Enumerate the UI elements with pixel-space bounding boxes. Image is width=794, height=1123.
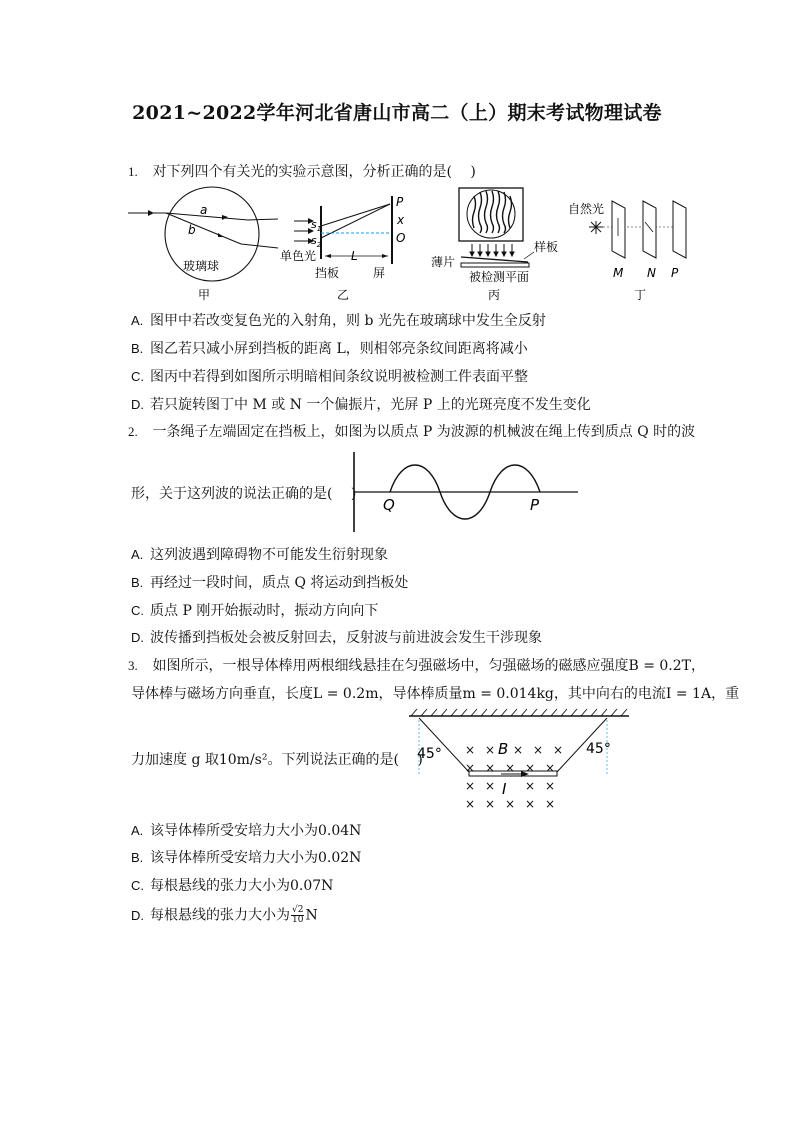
figure-yi — [280, 195, 405, 302]
option-text: 质点 P 刚开始振动时，振动方向向下 — [150, 603, 379, 619]
svg-text:×: × — [513, 743, 524, 757]
svg-text:×: × — [505, 761, 516, 775]
option-text: 图丙中若得到如图所示明暗相间条纹说明被检测工件表面平整 — [150, 369, 528, 385]
ding-light-label: 自然光 — [568, 202, 605, 216]
fraction-denominator: 10 — [292, 915, 304, 925]
fraction-numerator: √2 — [292, 905, 304, 915]
yi-L-label: L — [351, 249, 358, 263]
option-text: 这列波遇到障碍物不可能发生衍射现象 — [150, 547, 388, 563]
option-text: 若只旋转图丁中 M 或 N 一个偏振片，光屏 P 上的光斑亮度不发生变化 — [150, 397, 591, 413]
question-3-stem-line-1 — [128, 657, 705, 675]
question-text: 对下列四个有关光的实验示意图，分析正确的是( ) — [152, 164, 476, 180]
question-1-option-a — [131, 312, 546, 330]
yi-barrier-label: 挡板 — [315, 266, 340, 280]
wave-P-label: P — [530, 496, 540, 514]
bing-surface-label: 被检测平面 — [469, 270, 530, 284]
jia-ray-b-label: b — [188, 223, 196, 237]
option-letter: D. — [131, 907, 144, 923]
angle-left-label: 45° — [417, 746, 442, 762]
svg-text:×: × — [485, 797, 496, 811]
question-3-magnetic-figure — [405, 708, 635, 816]
option-letter: B. — [131, 341, 144, 356]
option-text: 该导体棒所受安培力大小为0.02N — [150, 850, 362, 866]
angle-right-label: 45° — [586, 741, 611, 757]
ding-N-label: N — [647, 266, 656, 280]
option-letter: C. — [131, 603, 144, 618]
svg-text:×: × — [465, 797, 476, 811]
question-3-option-d — [131, 906, 318, 925]
yi-x-label: x — [397, 213, 405, 227]
yi-caption: 乙 — [337, 288, 350, 302]
question-2-option-b — [131, 574, 408, 592]
question-1-option-d — [131, 396, 591, 414]
svg-text:×: × — [485, 779, 496, 793]
svg-text:×: × — [485, 743, 496, 757]
bing-sample-label: 样板 — [534, 240, 559, 254]
jia-ray-a-label: a — [200, 203, 208, 217]
question-1-figures — [118, 186, 698, 306]
jia-caption: 甲 — [198, 288, 211, 302]
question-1-stem — [128, 163, 476, 181]
figure-jia — [128, 187, 278, 302]
svg-text:×: × — [525, 761, 536, 775]
yi-light-label: 单色光 — [280, 249, 317, 263]
question-2-option-c — [131, 602, 378, 620]
fraction — [291, 906, 304, 925]
question-2-stem-line-2: 形，关于这列波的说法正确的是( ) — [131, 486, 357, 502]
question-1-option-c — [131, 368, 528, 386]
svg-text:×: × — [525, 779, 536, 793]
figure-bing — [431, 188, 558, 302]
svg-text:×: × — [545, 761, 556, 775]
option-letter: A. — [131, 313, 144, 328]
wave-Q-label: Q — [383, 496, 395, 514]
option-letter: B. — [131, 575, 144, 590]
svg-text:×: × — [553, 743, 564, 757]
field-B-label: B — [498, 740, 509, 758]
question-number: 1. — [128, 164, 138, 179]
current-I-label: I — [502, 780, 507, 798]
yi-O-label: O — [396, 231, 406, 245]
option-text: 每根悬线的张力大小为0.07N — [150, 878, 334, 894]
option-letter: C. — [131, 878, 144, 893]
option-letter: A. — [131, 823, 144, 838]
page-title: 2021~2022学年河北省唐山市高二（上）期末考试物理试卷 — [132, 102, 662, 124]
option-letter: C. — [131, 369, 144, 384]
svg-text:×: × — [545, 797, 556, 811]
question-number: 2. — [128, 424, 138, 439]
option-text: 波传播到挡板处会被反射回去，反射波与前进波会发生干涉现象 — [150, 630, 542, 646]
question-text: 如图所示，一根导体棒用两根细线悬挂在匀强磁场中，匀强磁场的磁感应强度B = 0.2T， — [152, 658, 705, 674]
svg-text:×: × — [505, 797, 516, 811]
svg-text:×: × — [525, 797, 536, 811]
jia-ball-label: 玻璃球 — [183, 259, 220, 273]
option-text-pre: 每根悬线的张力大小为 — [150, 907, 290, 924]
question-text: 一条绳子左端固定在挡板上，如图为以质点 P 为波源的机械波在绳上传到质点 Q 时的波 — [152, 424, 696, 440]
question-2-option-d — [131, 629, 542, 647]
svg-text:×: × — [485, 761, 496, 775]
question-2-stem-line-1 — [128, 423, 695, 441]
question-1-option-b — [131, 340, 528, 358]
svg-text:×: × — [465, 779, 476, 793]
option-text: 再经过一段时间，质点 Q 将运动到挡板处 — [150, 575, 409, 591]
ding-M-label: M — [613, 266, 624, 280]
question-number: 3. — [128, 658, 138, 673]
question-3-stem-line-2: 导体棒与磁场方向垂直，长度L = 0.2m，导体棒质量m = 0.014kg，其中向右的电流I = 1A，重 — [131, 686, 740, 702]
yi-s2-label: $s_2$ — [311, 234, 322, 249]
option-text: 图乙若只减小屏到挡板的距离 L，则相邻亮条纹间距离将减小 — [150, 341, 528, 357]
bing-caption: 丙 — [488, 288, 501, 302]
ding-caption: 丁 — [634, 288, 647, 302]
yi-s1-label: $s_1$ — [311, 218, 322, 233]
question-3-option-b — [131, 849, 361, 867]
yi-P-label: P — [396, 195, 404, 209]
option-letter: D. — [131, 397, 144, 412]
option-text: 该导体棒所受安培力大小为0.04N — [150, 823, 362, 839]
question-2-option-a — [131, 546, 388, 564]
question-3-option-a — [131, 822, 361, 840]
option-letter: B. — [131, 850, 144, 865]
svg-text:×: × — [465, 743, 476, 757]
option-letter: D. — [131, 630, 144, 645]
option-letter: A. — [131, 547, 144, 562]
question-3-option-c — [131, 877, 333, 895]
option-text-post: N — [305, 907, 318, 924]
svg-text:×: × — [533, 743, 544, 757]
svg-text:×: × — [545, 779, 556, 793]
yi-screen-label: 屏 — [373, 266, 386, 280]
question-3-stem-line-3: 力加速度 g 取10m/s²。下列说法正确的是( ) — [131, 752, 423, 768]
bing-film-label: 薄片 — [431, 255, 456, 269]
option-text: 图甲中若改变复色光的入射角，则 b 光先在玻璃球中发生全反射 — [150, 313, 546, 329]
svg-text:×: × — [465, 761, 476, 775]
question-2-wave-figure — [350, 450, 582, 534]
ding-P-label: P — [671, 266, 679, 280]
figure-ding — [568, 201, 686, 302]
